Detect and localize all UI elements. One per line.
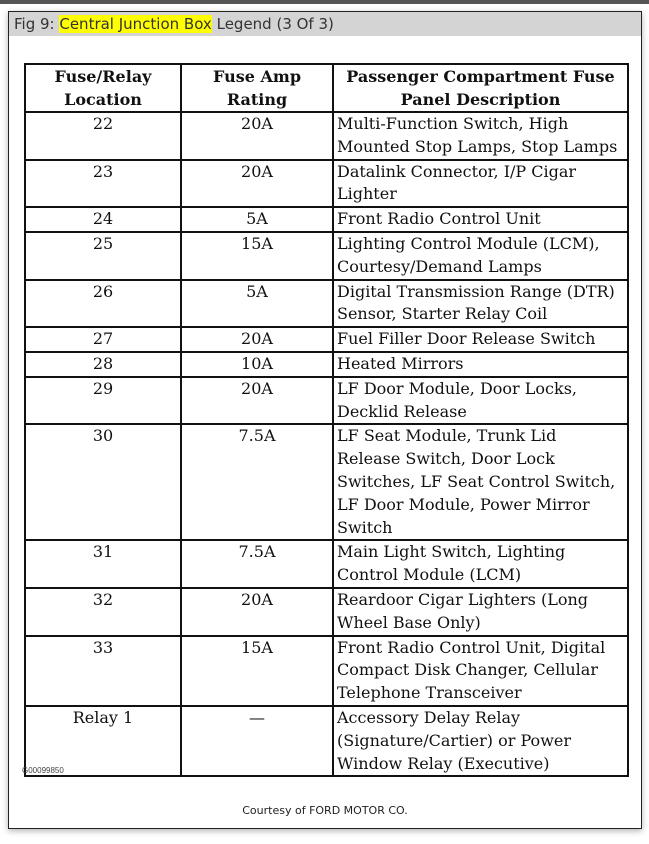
description-cell <box>333 280 628 328</box>
description-line: Courtesy/Demand Lamps <box>337 256 542 276</box>
location-cell: 30 <box>25 424 181 540</box>
description-line: LF Door Module, Door Locks, <box>337 378 577 398</box>
description-line: Heated Mirrors <box>337 353 464 373</box>
rating-cell: 7.5A <box>181 424 333 540</box>
description-line: Decklid Release <box>337 401 467 421</box>
description-cell <box>333 352 628 377</box>
description-cell <box>333 424 628 540</box>
header-text: Fuse/Relay <box>54 67 152 86</box>
location-cell: 29 <box>25 377 181 425</box>
table-row <box>25 377 628 425</box>
rating-cell: 20A <box>181 377 333 425</box>
table-row <box>25 280 628 328</box>
location-cell: 26 <box>25 280 181 328</box>
rating-cell: 20A <box>181 112 333 160</box>
description-line: Mounted Stop Lamps, Stop Lamps <box>337 136 618 156</box>
caption-highlight: Central Junction Box <box>59 15 212 33</box>
courtesy-text: Courtesy of FORD MOTOR CO. <box>242 804 408 817</box>
description-line: Digital Transmission Range (DTR) <box>337 281 615 301</box>
table-row <box>25 232 628 280</box>
description-cell <box>333 160 628 208</box>
description-line: Main Light Switch, Lighting <box>337 542 566 562</box>
caption-suffix: Legend (3 Of 3) <box>211 15 334 33</box>
description-line: Release Switch, Door Lock <box>337 449 555 469</box>
description-line: Telephone Transceiver <box>337 683 522 703</box>
location-cell: 33 <box>25 636 181 706</box>
description-line: Switches, LF Seat Control Switch, <box>337 471 616 491</box>
rating-cell: — <box>181 706 333 776</box>
rating-cell: 5A <box>181 280 333 328</box>
location-cell: 22 <box>25 112 181 160</box>
description-cell <box>333 636 628 706</box>
location-cell: Relay 1 <box>25 706 181 776</box>
header-text: Fuse Amp <box>213 67 301 86</box>
caption-prefix: Fig 9: <box>14 15 60 33</box>
table-row <box>25 588 628 636</box>
location-cell: 25 <box>25 232 181 280</box>
table-row <box>25 424 628 540</box>
description-line: Front Radio Control Unit, Digital <box>337 637 606 657</box>
description-line: Reardoor Cigar Lighters (Long <box>337 589 588 609</box>
header-text: Rating <box>226 89 288 109</box>
description-line: Switch <box>337 517 393 537</box>
table-row <box>25 327 628 352</box>
description-line: Multi-Function Switch, High <box>337 114 569 133</box>
description-line: Front Radio Control Unit <box>337 209 541 229</box>
header-location <box>25 64 181 112</box>
location-cell: 24 <box>25 207 181 232</box>
header-text: Panel Description <box>400 89 561 109</box>
description-line: Control Module (LCM) <box>337 565 522 585</box>
table-row <box>25 160 628 208</box>
rating-cell: 20A <box>181 160 333 208</box>
description-cell <box>333 112 628 160</box>
location-cell: 31 <box>25 540 181 588</box>
header-description <box>333 64 628 112</box>
table-row <box>25 706 628 776</box>
description-line: LF Seat Module, Trunk Lid <box>337 426 557 446</box>
location-cell: 23 <box>25 160 181 208</box>
description-cell <box>333 540 628 588</box>
header-text: Passenger Compartment Fuse <box>346 67 615 86</box>
description-line: Lighting Control Module (LCM), <box>337 233 600 253</box>
table-row <box>25 352 628 377</box>
rating-cell: 10A <box>181 352 333 377</box>
description-cell <box>333 327 628 352</box>
description-cell <box>333 706 628 776</box>
rating-cell: 5A <box>181 207 333 232</box>
table-row <box>25 540 628 588</box>
description-line: Window Relay (Executive) <box>337 753 550 773</box>
figure-frame <box>8 11 642 829</box>
figure-caption <box>9 12 641 36</box>
description-line: Wheel Base Only) <box>337 612 481 632</box>
description-cell <box>333 588 628 636</box>
description-line: Sensor, Starter Relay Coil <box>337 304 548 324</box>
top-bar <box>0 0 649 4</box>
description-cell <box>333 232 628 280</box>
header-rating <box>181 64 333 112</box>
description-line: Datalink Connector, I/P Cigar <box>337 161 577 181</box>
table-body <box>25 112 628 776</box>
header-text: Location <box>64 89 142 109</box>
figure-id: G00099850 <box>22 766 64 775</box>
table-row <box>25 207 628 232</box>
location-cell: 32 <box>25 588 181 636</box>
rating-cell: 15A <box>181 232 333 280</box>
location-cell: 27 <box>25 327 181 352</box>
description-line: (Signature/Cartier) or Power <box>337 730 571 750</box>
rating-cell: 20A <box>181 588 333 636</box>
fuse-legend-table <box>24 63 629 777</box>
description-line: LF Door Module, Power Mirror <box>337 494 590 514</box>
rating-cell: 7.5A <box>181 540 333 588</box>
description-line: Lighter <box>337 184 397 204</box>
table-row <box>25 636 628 706</box>
description-cell <box>333 377 628 425</box>
description-line: Compact Disk Changer, Cellular <box>337 660 598 680</box>
table-row <box>25 112 628 160</box>
description-line: Accessory Delay Relay <box>337 707 521 727</box>
table-header-row <box>25 64 628 112</box>
rating-cell: 20A <box>181 327 333 352</box>
description-cell <box>333 207 628 232</box>
rating-cell: 15A <box>181 636 333 706</box>
description-line: Fuel Filler Door Release Switch <box>337 329 596 349</box>
location-cell: 28 <box>25 352 181 377</box>
